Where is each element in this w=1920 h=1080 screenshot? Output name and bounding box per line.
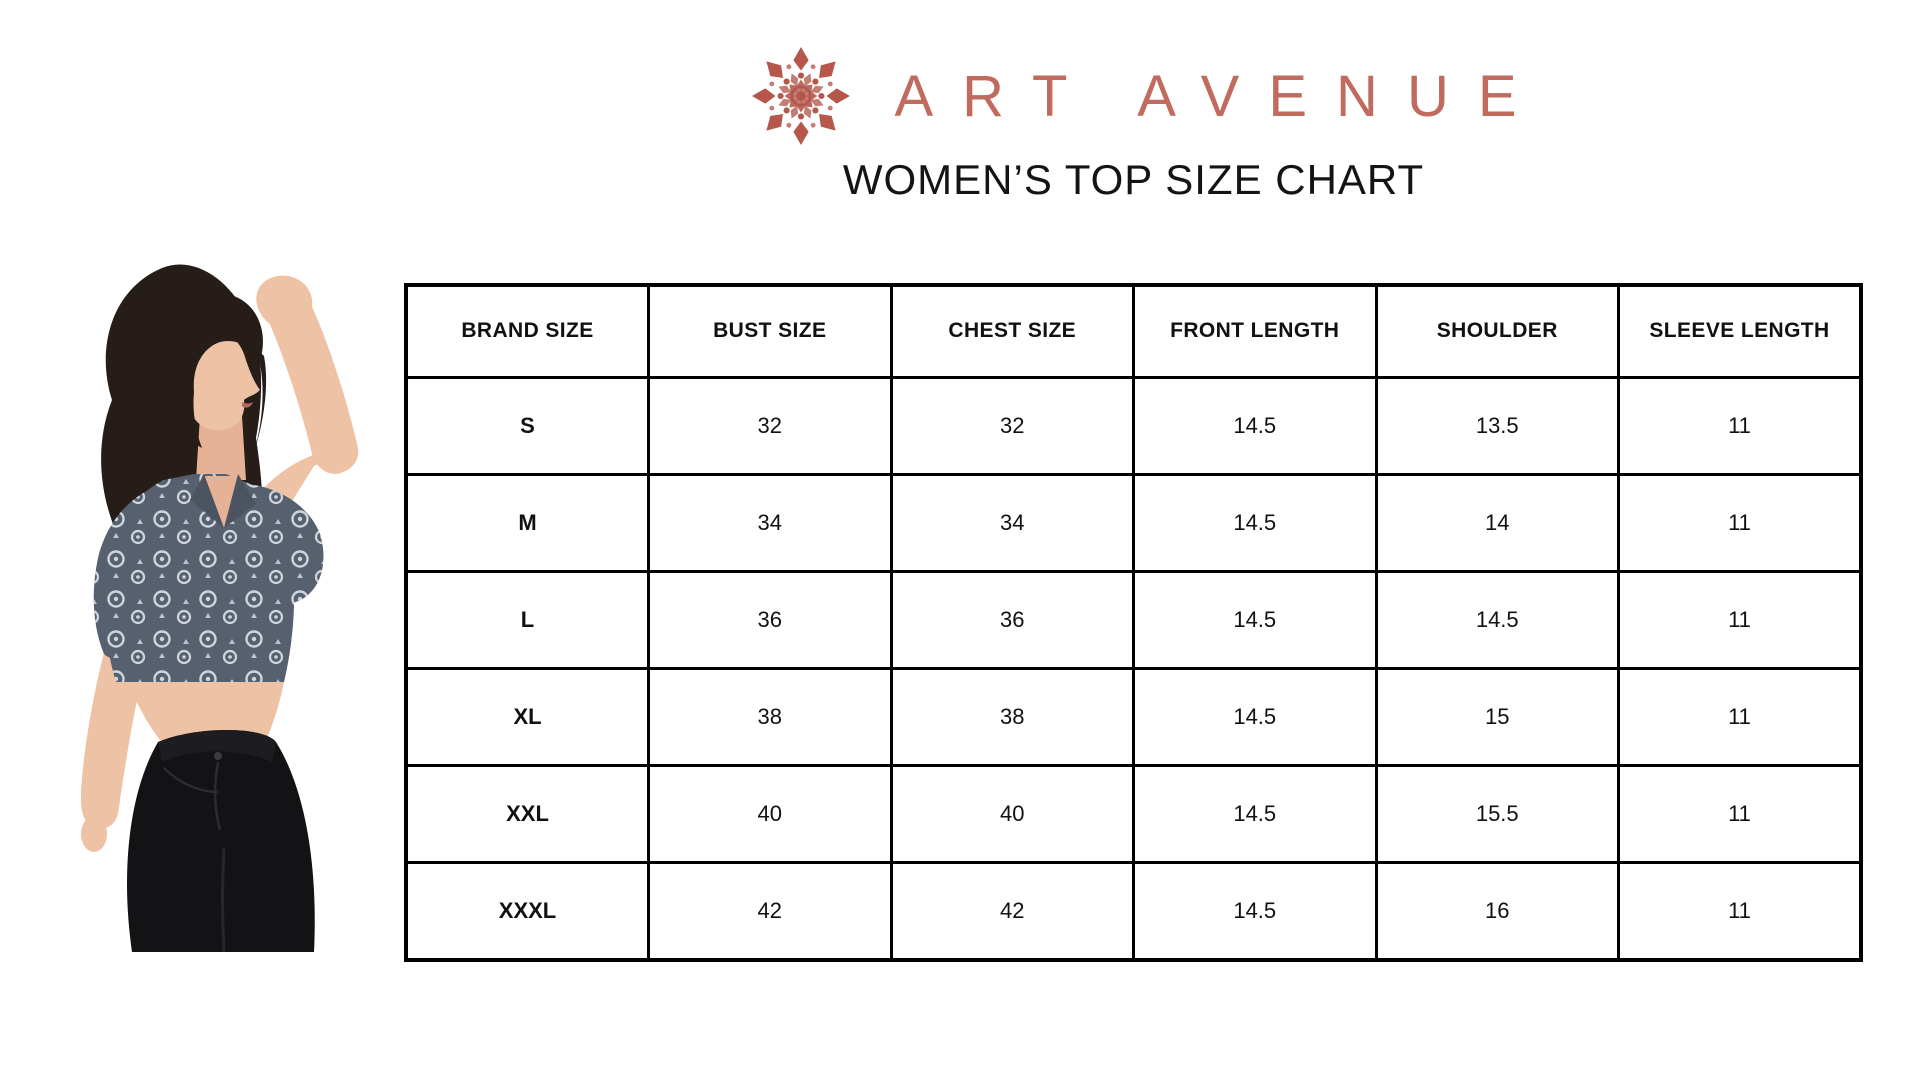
model-raised-forearm [268, 302, 358, 474]
cell-front-length: 14.5 [1134, 474, 1377, 571]
cell-sleeve-length: 11 [1619, 668, 1862, 765]
cell-brand-size: XL [406, 668, 649, 765]
cell-chest-size: 34 [891, 474, 1134, 571]
cell-sleeve-length: 11 [1619, 474, 1862, 571]
cell-chest-size: 42 [891, 863, 1134, 960]
cell-bust-size: 42 [649, 863, 892, 960]
header-cell-bust-size: BUST SIZE [649, 285, 892, 377]
cell-chest-size: 40 [891, 766, 1134, 863]
brand-name: ART AVENUE [894, 63, 1546, 129]
cell-brand-size: S [406, 377, 649, 474]
cell-sleeve-length: 11 [1619, 571, 1862, 668]
cell-bust-size: 36 [649, 571, 892, 668]
header-cell-brand-size: BRAND SIZE [406, 285, 649, 377]
size-row-xxl [406, 766, 1861, 863]
model-left-hand [81, 816, 107, 852]
model-raised-hand [256, 276, 312, 326]
cell-bust-size: 32 [649, 377, 892, 474]
cell-sleeve-length: 11 [1619, 863, 1862, 960]
cell-shoulder: 14 [1376, 474, 1619, 571]
cell-front-length: 14.5 [1134, 766, 1377, 863]
header-cell-chest-size: CHEST SIZE [891, 285, 1134, 377]
cell-bust-size: 38 [649, 668, 892, 765]
jeans-button [214, 752, 222, 760]
cell-front-length: 14.5 [1134, 863, 1377, 960]
header [404, 44, 1863, 204]
cell-shoulder: 14.5 [1376, 571, 1619, 668]
cell-shoulder: 13.5 [1376, 377, 1619, 474]
page-title: WOMEN’S TOP SIZE CHART [842, 156, 1425, 203]
cell-front-length: 14.5 [1134, 377, 1377, 474]
cell-bust-size: 40 [649, 766, 892, 863]
cell-brand-size: M [406, 474, 649, 571]
cell-chest-size: 32 [891, 377, 1134, 474]
cell-sleeve-length: 11 [1619, 377, 1862, 474]
cell-front-length: 14.5 [1134, 571, 1377, 668]
header-cell-shoulder: SHOULDER [1376, 285, 1619, 377]
jeans-inseam [223, 848, 225, 952]
cell-shoulder: 16 [1376, 863, 1619, 960]
cell-shoulder: 15.5 [1376, 766, 1619, 863]
cell-brand-size: XXXL [406, 863, 649, 960]
brand-row [404, 44, 1863, 148]
jeans [127, 730, 315, 952]
header-row [406, 285, 1861, 377]
header-cell-sleeve-length: SLEEVE LENGTH [1619, 285, 1862, 377]
size-row-m [406, 474, 1861, 571]
size-row-s [406, 377, 1861, 474]
cell-brand-size: XXL [406, 766, 649, 863]
cell-front-length: 14.5 [1134, 668, 1377, 765]
size-row-xxxl [406, 863, 1861, 960]
cell-bust-size: 34 [649, 474, 892, 571]
cell-brand-size: L [406, 571, 649, 668]
cell-chest-size: 36 [891, 571, 1134, 668]
brand-mandala-icon [750, 45, 852, 147]
header-cell-front-length: FRONT LENGTH [1134, 285, 1377, 377]
size-row-l [406, 571, 1861, 668]
cell-chest-size: 38 [891, 668, 1134, 765]
model-photo [12, 228, 410, 952]
size-row-xl [406, 668, 1861, 765]
cell-shoulder: 15 [1376, 668, 1619, 765]
cell-sleeve-length: 11 [1619, 766, 1862, 863]
size-chart-table [404, 283, 1863, 962]
